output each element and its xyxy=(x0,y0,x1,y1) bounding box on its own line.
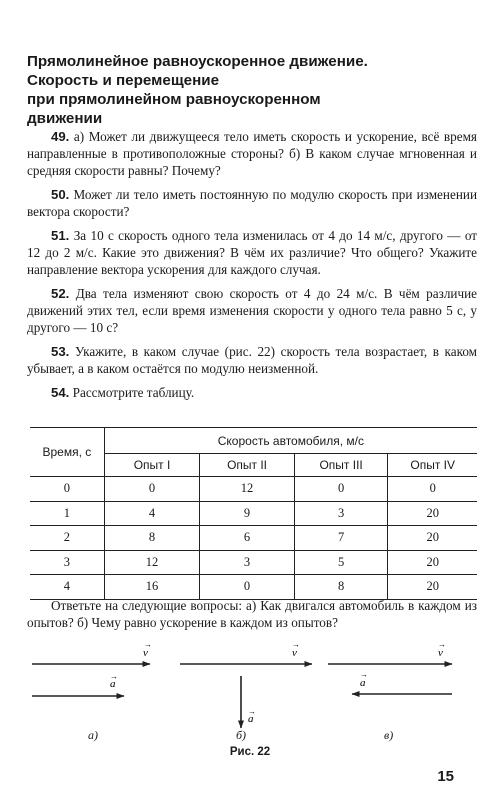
table-cell: 20 xyxy=(388,550,477,575)
table-cell: 5 xyxy=(294,550,388,575)
table-cell: 12 xyxy=(200,477,295,502)
table-cell: 12 xyxy=(104,550,200,575)
problem-text: Может ли тело иметь постоянную по модулю скорость при изменении вектора скорости? xyxy=(27,187,477,219)
panel-label-b: б) xyxy=(236,728,247,742)
velocity-label: v xyxy=(292,647,297,659)
table-cell: 2 xyxy=(30,526,104,551)
table-cell: 7 xyxy=(294,526,388,551)
speed-table xyxy=(30,427,477,600)
table-cell: 4 xyxy=(104,501,200,526)
table-cell: 3 xyxy=(294,501,388,526)
table-cell: 8 xyxy=(104,526,200,551)
heading-line: движении xyxy=(27,110,103,127)
table-cell: 3 xyxy=(200,550,295,575)
table-cell: 20 xyxy=(388,501,477,526)
panel-label-c: в) xyxy=(384,728,394,742)
section-heading xyxy=(27,52,477,128)
svg-text:→: → xyxy=(292,640,300,649)
problem-number: 54. xyxy=(51,385,70,400)
problem-51 xyxy=(27,227,477,278)
table-row xyxy=(30,501,477,526)
table-questions: Ответьте на следующие вопросы: а) Как двигался автомобиль в каждом из опытов? б) Чему равно ускорение в каждом из опытов? xyxy=(27,598,477,631)
problem-54 xyxy=(27,384,477,401)
problem-text: а) Может ли движущееся тело иметь скорость и ускорение, всё время направленные в противоположные стороны? б) В каком случае мгновенная и средняя скорости равны? Почему? xyxy=(27,129,477,178)
problem-number: 53. xyxy=(51,344,70,359)
svg-text:→: → xyxy=(144,640,152,649)
column-header: Опыт IV xyxy=(388,454,477,477)
problem-49 xyxy=(27,128,477,179)
table-cell: 0 xyxy=(30,477,104,502)
heading-line: Прямолинейное равноускоренное движение. xyxy=(27,53,368,70)
acceleration-label: a xyxy=(110,678,116,690)
velocity-label: v xyxy=(438,647,443,659)
panel-label-a: а) xyxy=(88,728,98,742)
column-header: Опыт II xyxy=(200,454,295,477)
table-cell: 4 xyxy=(30,575,104,600)
figure-caption: Рис. 22 xyxy=(229,746,271,758)
column-header: Опыт I xyxy=(104,454,200,477)
page-number: 15 xyxy=(437,768,454,785)
table-row xyxy=(30,526,477,551)
speed-header: Скорость автомобиля, м/с xyxy=(104,428,477,454)
acceleration-label: a xyxy=(248,713,254,725)
table-cell: 9 xyxy=(200,501,295,526)
table-cell: 3 xyxy=(30,550,104,575)
problem-text: За 10 с скорость одного тела изменилась от 4 до 14 м/с, другого — от 12 до 2 м/с. Какие это движения? В чём их различие? Что общего? Укажите направление вектора ускорения для каждого случая. xyxy=(27,228,478,277)
heading-line: при прямолинейном равноускоренном xyxy=(27,91,321,108)
table-row xyxy=(30,550,477,575)
table-row xyxy=(30,477,477,502)
table-cell: 0 xyxy=(200,575,295,600)
table-row xyxy=(30,575,477,600)
time-header: Время, с xyxy=(30,428,104,477)
svg-text:→: → xyxy=(110,672,118,681)
problem-number: 52. xyxy=(51,286,70,301)
velocity-label: v xyxy=(143,647,148,659)
table-cell: 20 xyxy=(388,526,477,551)
table-cell: 8 xyxy=(294,575,388,600)
problem-50 xyxy=(27,186,477,220)
problem-text: Рассмотрите таблицу. xyxy=(72,385,195,400)
problem-53 xyxy=(27,343,477,377)
column-header: Опыт III xyxy=(294,454,388,477)
problem-text: Укажите, в каком случае (рис. 22) скорость тела возрастает, в каком убывает, а в каком остаётся по модулю неизменной. xyxy=(27,344,478,376)
table-cell: 6 xyxy=(200,526,295,551)
table-cell: 0 xyxy=(104,477,200,502)
svg-text:→: → xyxy=(360,670,368,679)
acceleration-label: a xyxy=(360,677,366,689)
problem-text: Два тела изменяют свою скорость от 4 до 24 м/с. В чём различие движений этих тел, если время изменения скорости у одного тела равно 5 с, у другого — 10 с? xyxy=(27,286,478,335)
table-cell: 1 xyxy=(30,501,104,526)
table-cell: 0 xyxy=(294,477,388,502)
svg-text:→: → xyxy=(248,707,256,716)
heading-line: Скорость и перемещение xyxy=(27,72,220,89)
table-cell: 20 xyxy=(388,575,477,600)
table-cell: 0 xyxy=(388,477,477,502)
problem-list xyxy=(27,128,477,408)
figure-22 xyxy=(0,640,500,750)
svg-text:→: → xyxy=(438,640,446,649)
problem-number: 51. xyxy=(51,228,70,243)
table-cell: 16 xyxy=(104,575,200,600)
problem-number: 49. xyxy=(51,129,70,144)
problem-52 xyxy=(27,285,477,336)
problem-number: 50. xyxy=(51,187,70,202)
